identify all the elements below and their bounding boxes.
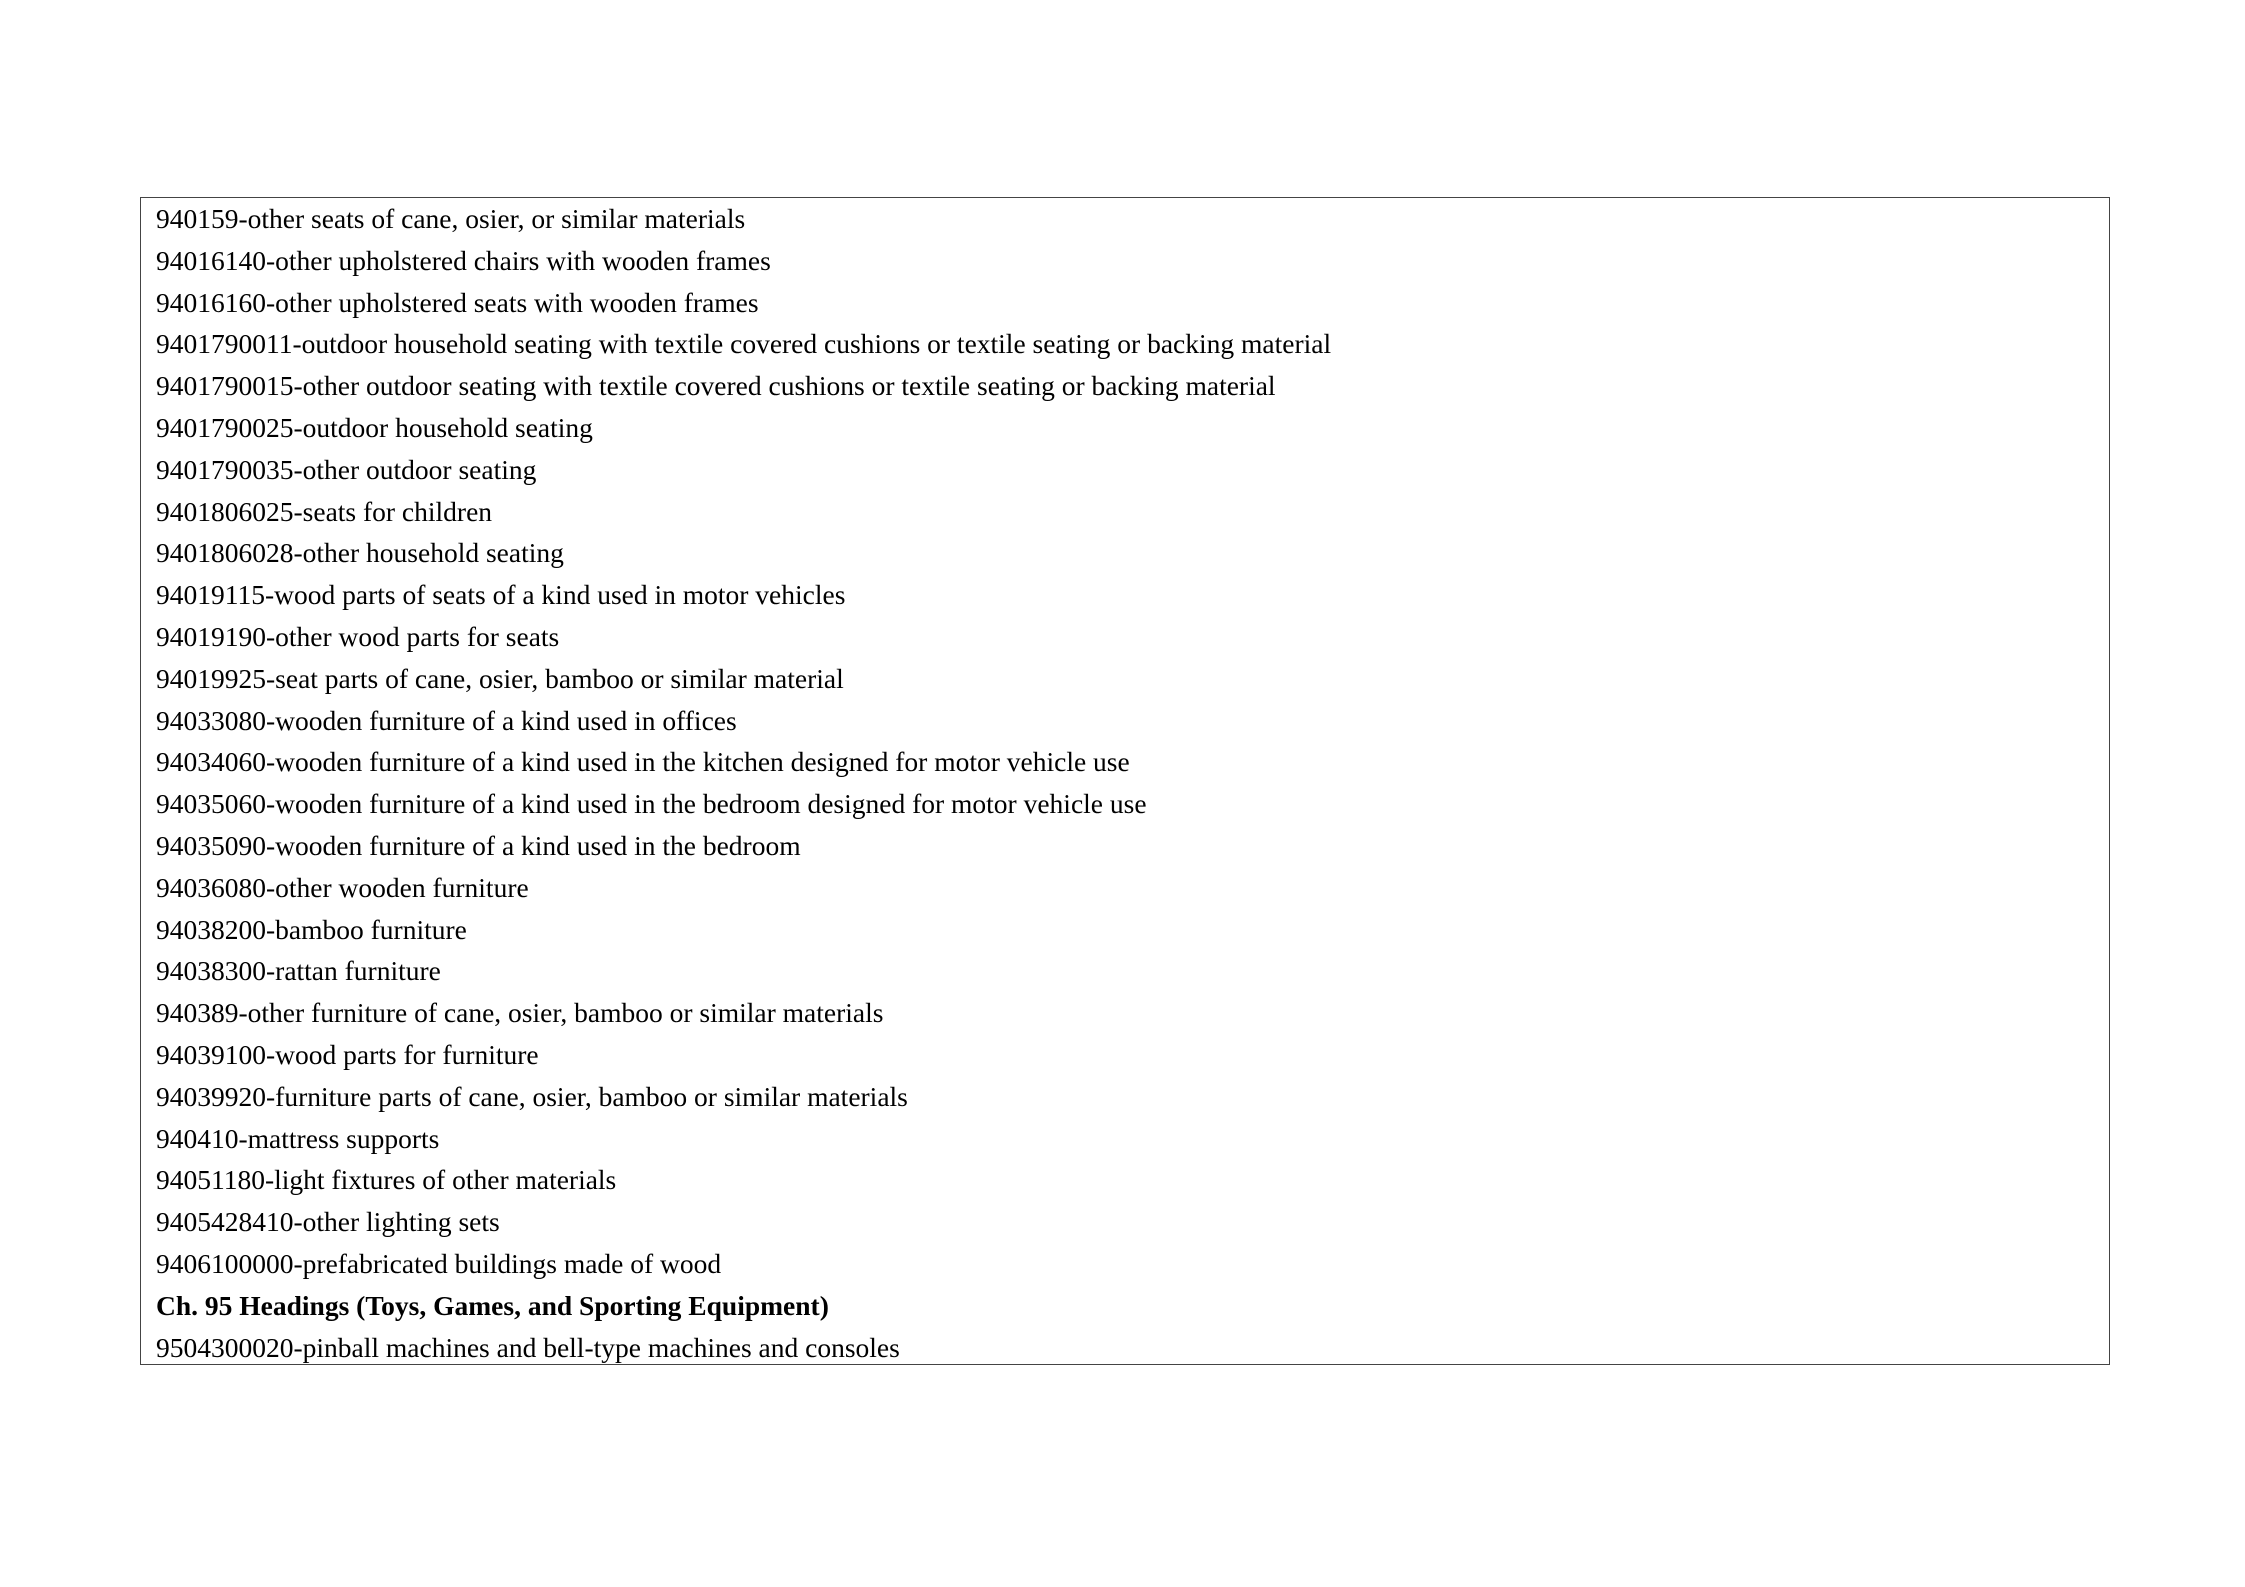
hts-code-row: 940389-other furniture of cane, osier, bamboo or similar materials bbox=[156, 997, 884, 1029]
hts-code-row: 940159-other seats of cane, osier, or similar materials bbox=[156, 203, 746, 234]
hts-code-row: 94035060-wooden furniture of a kind used in the bedroom designed for motor vehicle use bbox=[156, 788, 1147, 820]
chapter-heading: Ch. 95 Headings (Toys, Games, and Sporting Equipment) bbox=[156, 1289, 829, 1321]
hts-code-row: 94034060-wooden furniture of a kind used in the kitchen designed for motor vehicle use bbox=[156, 746, 1130, 778]
hts-code-box bbox=[140, 197, 2110, 1365]
hts-code-row: 94039100-wood parts for furniture bbox=[156, 1038, 539, 1070]
hts-code-row: 94038200-bamboo furniture bbox=[156, 913, 467, 945]
hts-code-row: 94019115-wood parts of seats of a kind used in motor vehicles bbox=[156, 579, 846, 611]
hts-code-row: 94036080-other wooden furniture bbox=[156, 871, 529, 903]
hts-code-row: 94051180-light fixtures of other materials bbox=[156, 1164, 617, 1196]
hts-code-row: 94039920-furniture parts of cane, osier, bamboo or similar materials bbox=[156, 1080, 908, 1112]
hts-code-row: 94019190-other wood parts for seats bbox=[156, 620, 560, 652]
hts-code-row: 9401790011-outdoor household seating with textile covered cushions or textile seating or backing material bbox=[156, 328, 1332, 360]
hts-code-row: 94019925-seat parts of cane, osier, bamboo or similar material bbox=[156, 662, 844, 694]
hts-code-row: 94016160-other upholstered seats with wooden frames bbox=[156, 286, 759, 318]
hts-code-row: 94033080-wooden furniture of a kind used in offices bbox=[156, 704, 737, 736]
hts-code-row: 9401806025-seats for children bbox=[156, 495, 493, 527]
hts-code-row: 9504300020-pinball machines and bell-type machines and consoles bbox=[156, 1331, 900, 1363]
hts-code-row: 9406100000-prefabricated buildings made of wood bbox=[156, 1247, 722, 1279]
hts-code-row: 94016140-other upholstered chairs with wooden frames bbox=[156, 244, 771, 276]
hts-code-row: 9401790015-other outdoor seating with textile covered cushions or textile seating or backing material bbox=[156, 370, 1276, 402]
hts-code-row: 940410-mattress supports bbox=[156, 1122, 440, 1154]
hts-code-row: 9401790025-outdoor household seating bbox=[156, 411, 593, 443]
hts-code-row: 9401806028-other household seating bbox=[156, 537, 564, 569]
hts-code-list bbox=[156, 198, 2109, 1368]
hts-code-row: 94035090-wooden furniture of a kind used in the bedroom bbox=[156, 829, 801, 861]
hts-code-row: 9405428410-other lighting sets bbox=[156, 1206, 500, 1238]
hts-code-row: 9401790035-other outdoor seating bbox=[156, 453, 537, 485]
hts-code-row: 94038300-rattan furniture bbox=[156, 955, 441, 987]
